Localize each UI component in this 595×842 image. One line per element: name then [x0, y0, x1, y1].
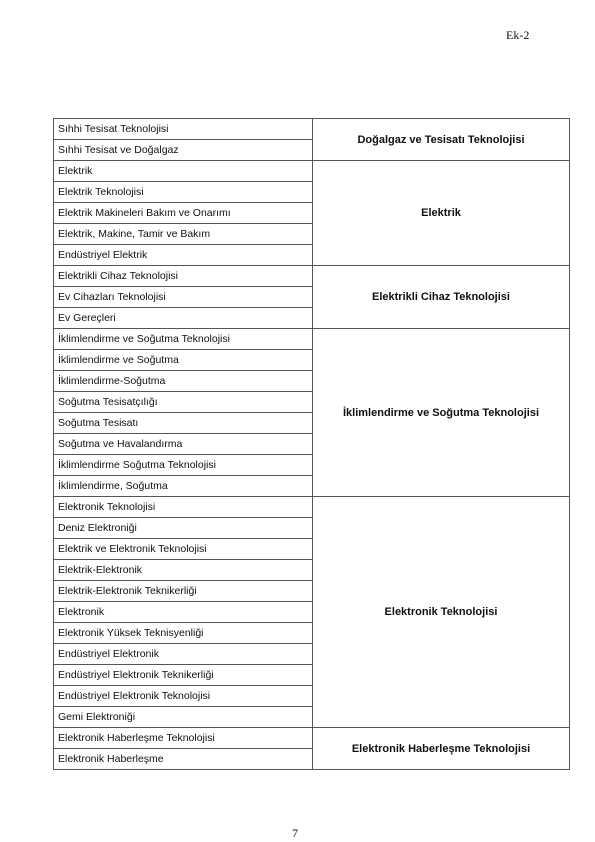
program-name-cell: Elektrik Makineleri Bakım ve Onarımı [54, 203, 313, 224]
program-name-cell: Ev Gereçleri [54, 308, 313, 329]
program-name-cell: Elektrik ve Elektronik Teknolojisi [54, 539, 313, 560]
program-name-cell: Elektronik Teknolojisi [54, 497, 313, 518]
program-name-cell: İklimlendirme ve Soğutma Teknolojisi [54, 329, 313, 350]
program-name-cell: Elektronik Haberleşme [54, 749, 313, 770]
field-name-cell: Elektrikli Cihaz Teknolojisi [313, 266, 570, 329]
program-name-cell: Elektronik Yüksek Teknisyenliği [54, 623, 313, 644]
program-name-cell: Sıhhi Tesisat Teknolojisi [54, 119, 313, 140]
program-name-cell: Endüstriyel Elektrik [54, 245, 313, 266]
program-name-cell: İklimlendirme, Soğutma [54, 476, 313, 497]
table-row [54, 497, 570, 518]
program-name-cell: Endüstriyel Elektronik [54, 644, 313, 665]
field-name-cell: İklimlendirme ve Soğutma Teknolojisi [313, 329, 570, 497]
program-name-cell: Elektronik [54, 602, 313, 623]
program-name-cell: İklimlendirme Soğutma Teknolojisi [54, 455, 313, 476]
program-name-cell: Ev Cihazları Teknolojisi [54, 287, 313, 308]
program-name-cell: İklimlendirme ve Soğutma [54, 350, 313, 371]
table-row [54, 329, 570, 350]
field-name-cell: Elektronik Haberleşme Teknolojisi [313, 728, 570, 770]
program-name-cell: Soğutma Tesisatçılığı [54, 392, 313, 413]
table-row [54, 728, 570, 749]
field-name-cell: Doğalgaz ve Tesisatı Teknolojisi [313, 119, 570, 161]
program-name-cell: Endüstriyel Elektronik Teknolojisi [54, 686, 313, 707]
table-body [54, 119, 570, 770]
program-name-cell: Elektrik, Makine, Tamir ve Bakım [54, 224, 313, 245]
table-row [54, 161, 570, 182]
program-name-cell: Soğutma ve Havalandırma [54, 434, 313, 455]
field-name-cell: Elektronik Teknolojisi [313, 497, 570, 728]
program-name-cell: Elektrik Teknolojisi [54, 182, 313, 203]
program-name-cell: Gemi Elektroniği [54, 707, 313, 728]
program-name-cell: İklimlendirme-Soğutma [54, 371, 313, 392]
program-name-cell: Elektrik [54, 161, 313, 182]
program-name-cell: Deniz Elektroniği [54, 518, 313, 539]
program-name-cell: Endüstriyel Elektronik Teknikerliği [54, 665, 313, 686]
program-name-cell: Elektrik-Elektronik Teknikerliği [54, 581, 313, 602]
program-name-cell: Elektrik-Elektronik [54, 560, 313, 581]
program-name-cell: Elektronik Haberleşme Teknolojisi [54, 728, 313, 749]
table-row [54, 266, 570, 287]
page-number: 7 [292, 826, 298, 840]
program-field-table [53, 118, 570, 770]
program-name-cell: Elektrikli Cihaz Teknolojisi [54, 266, 313, 287]
program-name-cell: Sıhhi Tesisat ve Doğalgaz [54, 140, 313, 161]
table-row [54, 119, 570, 140]
program-name-cell: Soğutma Tesisatı [54, 413, 313, 434]
field-name-cell: Elektrik [313, 161, 570, 266]
annex-label: Ek-2 [506, 28, 530, 42]
